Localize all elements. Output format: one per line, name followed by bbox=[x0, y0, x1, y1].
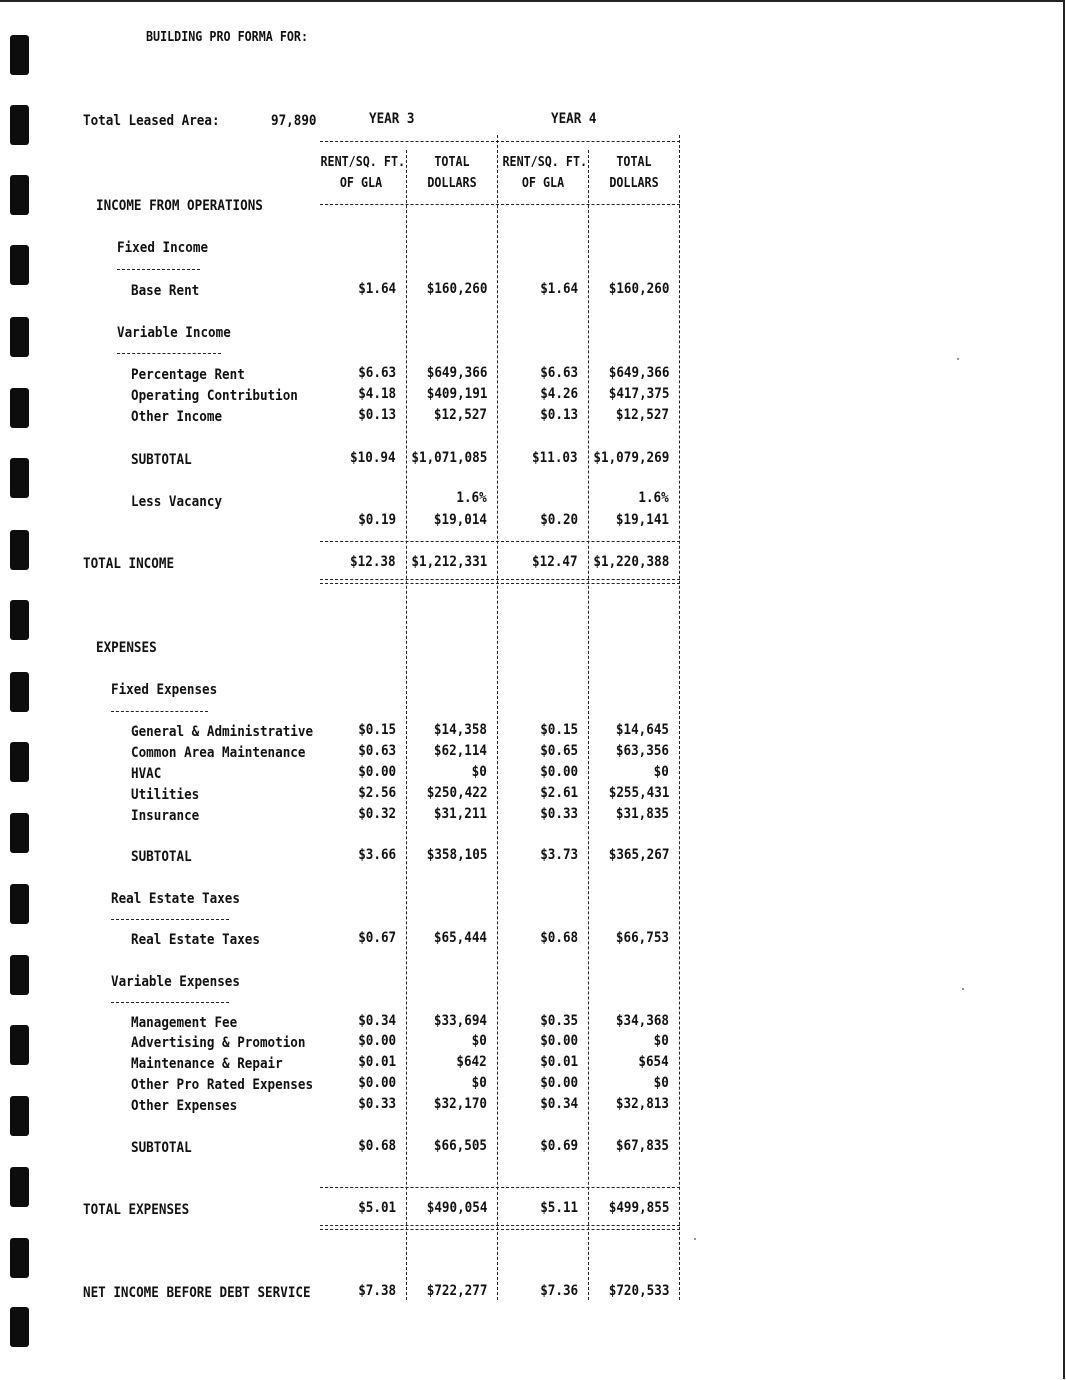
y4-rent-cell: $0.69 bbox=[540, 1138, 578, 1154]
row-label: TOTAL EXPENSES bbox=[83, 1202, 190, 1218]
punch-hole bbox=[10, 105, 29, 145]
rule-header-bottom bbox=[320, 204, 680, 205]
y4-rent-cell: $1.64 bbox=[540, 281, 578, 297]
row-label: Operating Contribution bbox=[131, 388, 298, 404]
row-label: Base Rent bbox=[131, 283, 200, 299]
y4-rent-cell: $0.34 bbox=[540, 1096, 578, 1112]
y3-total-cell: $19,014 bbox=[433, 512, 487, 528]
y4-rent-header-2: OF GLA bbox=[521, 176, 565, 191]
divider-right bbox=[679, 135, 680, 1300]
year-4-header: YEAR 4 bbox=[551, 111, 597, 127]
section-variable-expenses: Variable Expenses bbox=[111, 974, 240, 990]
y4-rent-cell: $2.61 bbox=[540, 785, 578, 801]
y3-rent-cell: $0.13 bbox=[358, 407, 396, 423]
row-label: HVAC bbox=[131, 766, 162, 782]
y3-total-header-2: DOLLARS bbox=[427, 176, 477, 191]
y3-total-cell: $1,212,331 bbox=[411, 554, 487, 570]
row-label: Less Vacancy bbox=[131, 494, 223, 510]
y3-total-cell: $409,191 bbox=[426, 386, 487, 402]
row-label: Real Estate Taxes bbox=[131, 932, 260, 948]
punch-hole bbox=[10, 600, 29, 640]
y3-rent-header-2: OF GLA bbox=[339, 176, 383, 191]
leased-area-value: 97,890 bbox=[271, 113, 317, 129]
speck bbox=[957, 358, 959, 360]
y3-total-cell: $32,170 bbox=[433, 1096, 487, 1112]
divider-y3-columns bbox=[406, 150, 407, 1300]
y4-total-cell: $417,375 bbox=[608, 386, 669, 402]
y3-vacancy-pct: 1.6% bbox=[456, 490, 487, 506]
y3-total-cell: $160,260 bbox=[426, 281, 487, 297]
y3-total-cell: $14,358 bbox=[433, 722, 487, 738]
row-label: SUBTOTAL bbox=[131, 452, 192, 468]
underline-fixed-income bbox=[117, 269, 200, 270]
y4-total-cell: $499,855 bbox=[608, 1200, 669, 1216]
y3-rent-cell: $5.01 bbox=[358, 1200, 396, 1216]
y4-total-cell: $365,267 bbox=[608, 847, 669, 863]
y4-total-cell: $66,753 bbox=[615, 930, 669, 946]
punch-holes bbox=[10, 0, 30, 1380]
underline-fixed-expenses bbox=[111, 711, 208, 712]
y3-total-cell: $250,422 bbox=[426, 785, 487, 801]
y4-total-cell: $14,645 bbox=[615, 722, 669, 738]
y4-rent-cell: $0.68 bbox=[540, 930, 578, 946]
speck bbox=[694, 1238, 696, 1240]
y3-rent-cell: $6.63 bbox=[358, 365, 396, 381]
y4-total-cell: $720,533 bbox=[608, 1283, 669, 1299]
y4-vacancy-pct: 1.6% bbox=[638, 490, 669, 506]
row-label: Other Pro Rated Expenses bbox=[131, 1077, 314, 1093]
section-expenses: EXPENSES bbox=[96, 640, 157, 656]
y4-rent-cell: $11.03 bbox=[532, 450, 578, 466]
y4-total-cell: $63,356 bbox=[615, 743, 669, 759]
row-label: SUBTOTAL bbox=[131, 849, 192, 865]
section-fixed-expenses: Fixed Expenses bbox=[111, 682, 218, 698]
row-label: Percentage Rent bbox=[131, 367, 245, 383]
speck bbox=[962, 988, 964, 990]
punch-hole bbox=[10, 884, 29, 924]
punch-hole bbox=[10, 1167, 29, 1207]
y3-total-cell: $62,114 bbox=[433, 743, 487, 759]
row-label: General & Administrative bbox=[131, 724, 314, 740]
y3-rent-cell: $0.01 bbox=[358, 1054, 396, 1070]
y4-rent-cell: $4.26 bbox=[540, 386, 578, 402]
y3-total-cell: $65,444 bbox=[433, 930, 487, 946]
y3-total-cell: $0 bbox=[471, 764, 487, 780]
y3-rent-cell: $0.00 bbox=[358, 1033, 396, 1049]
y4-total-cell: $1,079,269 bbox=[593, 450, 669, 466]
y3-total-header-1: TOTAL bbox=[434, 155, 470, 170]
underline-real-estate-taxes bbox=[111, 919, 229, 920]
y3-rent-cell: $0.33 bbox=[358, 1096, 396, 1112]
row-label: NET INCOME BEFORE DEBT SERVICE bbox=[83, 1285, 311, 1301]
leased-area-label: Total Leased Area: bbox=[83, 113, 220, 129]
punch-hole bbox=[10, 1096, 29, 1136]
y3-total-cell: $358,105 bbox=[426, 847, 487, 863]
y3-total-cell: $0 bbox=[471, 1075, 487, 1091]
y4-total-cell: $160,260 bbox=[608, 281, 669, 297]
y4-total-cell: $31,835 bbox=[615, 806, 669, 822]
rule-before-total-income bbox=[320, 541, 680, 542]
rule-before-total-expenses bbox=[320, 1187, 680, 1188]
punch-hole bbox=[10, 955, 29, 995]
punch-hole bbox=[10, 175, 29, 215]
row-label: Utilities bbox=[131, 787, 200, 803]
punch-hole bbox=[10, 388, 29, 428]
y3-rent-cell: $0.00 bbox=[358, 764, 396, 780]
punch-hole bbox=[10, 742, 29, 782]
y3-total-cell: $642 bbox=[456, 1054, 487, 1070]
y3-rent-cell: $2.56 bbox=[358, 785, 396, 801]
section-income-operations: INCOME FROM OPERATIONS bbox=[96, 198, 263, 214]
y4-rent-cell: $7.36 bbox=[540, 1283, 578, 1299]
y3-rent-cell: $0.19 bbox=[358, 512, 396, 528]
divider-y4-columns bbox=[588, 150, 589, 1300]
row-label: Management Fee bbox=[131, 1015, 238, 1031]
row-label: Maintenance & Repair bbox=[131, 1056, 283, 1072]
underline-variable-expenses bbox=[111, 1002, 229, 1003]
punch-hole bbox=[10, 317, 29, 357]
underline-variable-income bbox=[117, 353, 221, 354]
y3-rent-cell: $0.00 bbox=[358, 1075, 396, 1091]
y3-rent-cell: $7.38 bbox=[358, 1283, 396, 1299]
y4-rent-cell: $0.35 bbox=[540, 1013, 578, 1029]
y3-rent-cell: $0.34 bbox=[358, 1013, 396, 1029]
y3-rent-cell: $0.68 bbox=[358, 1138, 396, 1154]
y3-total-cell: $490,054 bbox=[426, 1200, 487, 1216]
y4-rent-cell: $3.73 bbox=[540, 847, 578, 863]
section-real-estate-taxes: Real Estate Taxes bbox=[111, 891, 240, 907]
y4-rent-cell: $0.00 bbox=[540, 1033, 578, 1049]
y3-rent-cell: $3.66 bbox=[358, 847, 396, 863]
y4-rent-cell: $6.63 bbox=[540, 365, 578, 381]
y4-total-cell: $649,366 bbox=[608, 365, 669, 381]
y4-rent-cell: $0.00 bbox=[540, 764, 578, 780]
y3-total-cell: $12,527 bbox=[433, 407, 487, 423]
section-variable-income: Variable Income bbox=[117, 325, 231, 341]
y3-rent-cell: $1.64 bbox=[358, 281, 396, 297]
y3-rent-cell: $0.67 bbox=[358, 930, 396, 946]
punch-hole bbox=[10, 35, 29, 75]
y3-total-cell: $722,277 bbox=[426, 1283, 487, 1299]
y4-total-cell: $0 bbox=[653, 1033, 669, 1049]
y3-total-cell: $0 bbox=[471, 1033, 487, 1049]
double-rule-total-income bbox=[320, 579, 680, 584]
row-label: Advertising & Promotion bbox=[131, 1035, 306, 1051]
row-label: Common Area Maintenance bbox=[131, 745, 306, 761]
y4-total-cell: $0 bbox=[653, 1075, 669, 1091]
y3-rent-cell: $0.32 bbox=[358, 806, 396, 822]
y4-total-cell: $19,141 bbox=[615, 512, 669, 528]
row-label: TOTAL INCOME bbox=[83, 556, 175, 572]
y4-total-cell: $32,813 bbox=[615, 1096, 669, 1112]
punch-hole bbox=[10, 458, 29, 498]
y4-total-cell: $12,527 bbox=[615, 407, 669, 423]
y3-rent-cell: $0.63 bbox=[358, 743, 396, 759]
punch-hole bbox=[10, 672, 29, 712]
rule-top bbox=[320, 141, 680, 142]
y4-total-cell: $0 bbox=[653, 764, 669, 780]
y3-total-cell: $31,211 bbox=[433, 806, 487, 822]
document-title: BUILDING PRO FORMA FOR: bbox=[146, 30, 309, 45]
y4-rent-header-1: RENT/SQ. FT. bbox=[502, 155, 588, 170]
y4-rent-cell: $5.11 bbox=[540, 1200, 578, 1216]
section-fixed-income: Fixed Income bbox=[117, 240, 209, 256]
y3-rent-cell: $12.38 bbox=[350, 554, 396, 570]
y3-rent-cell: $0.15 bbox=[358, 722, 396, 738]
punch-hole bbox=[10, 530, 29, 570]
double-rule-total-expenses bbox=[320, 1225, 680, 1230]
y4-rent-cell: $0.15 bbox=[540, 722, 578, 738]
y3-total-cell: $649,366 bbox=[426, 365, 487, 381]
y4-total-cell: $654 bbox=[638, 1054, 669, 1070]
y3-total-cell: $1,071,085 bbox=[411, 450, 487, 466]
y4-rent-cell: $12.47 bbox=[532, 554, 578, 570]
punch-hole bbox=[10, 1025, 29, 1065]
y4-total-cell: $67,835 bbox=[615, 1138, 669, 1154]
punch-hole bbox=[10, 813, 29, 853]
y4-rent-cell: $0.01 bbox=[540, 1054, 578, 1070]
year-3-header: YEAR 3 bbox=[369, 111, 415, 127]
punch-hole bbox=[10, 1307, 29, 1347]
y4-total-header-2: DOLLARS bbox=[609, 176, 659, 191]
y4-rent-cell: $0.20 bbox=[540, 512, 578, 528]
y3-rent-header-1: RENT/SQ. FT. bbox=[320, 155, 406, 170]
y3-total-cell: $33,694 bbox=[433, 1013, 487, 1029]
y4-total-cell: $34,368 bbox=[615, 1013, 669, 1029]
row-label: Insurance bbox=[131, 808, 200, 824]
y4-rent-cell: $0.65 bbox=[540, 743, 578, 759]
y4-total-cell: $1,220,388 bbox=[593, 554, 669, 570]
row-label: SUBTOTAL bbox=[131, 1140, 192, 1156]
y4-rent-cell: $0.33 bbox=[540, 806, 578, 822]
punch-hole bbox=[10, 245, 29, 285]
row-label: Other Income bbox=[131, 409, 223, 425]
y4-total-header-1: TOTAL bbox=[616, 155, 652, 170]
y4-total-cell: $255,431 bbox=[608, 785, 669, 801]
y4-rent-cell: $0.13 bbox=[540, 407, 578, 423]
y3-rent-cell: $4.18 bbox=[358, 386, 396, 402]
punch-hole bbox=[10, 1238, 29, 1278]
y3-rent-cell: $10.94 bbox=[350, 450, 396, 466]
y4-rent-cell: $0.00 bbox=[540, 1075, 578, 1091]
row-label: Other Expenses bbox=[131, 1098, 238, 1114]
y3-total-cell: $66,505 bbox=[433, 1138, 487, 1154]
divider-years bbox=[497, 135, 498, 1300]
